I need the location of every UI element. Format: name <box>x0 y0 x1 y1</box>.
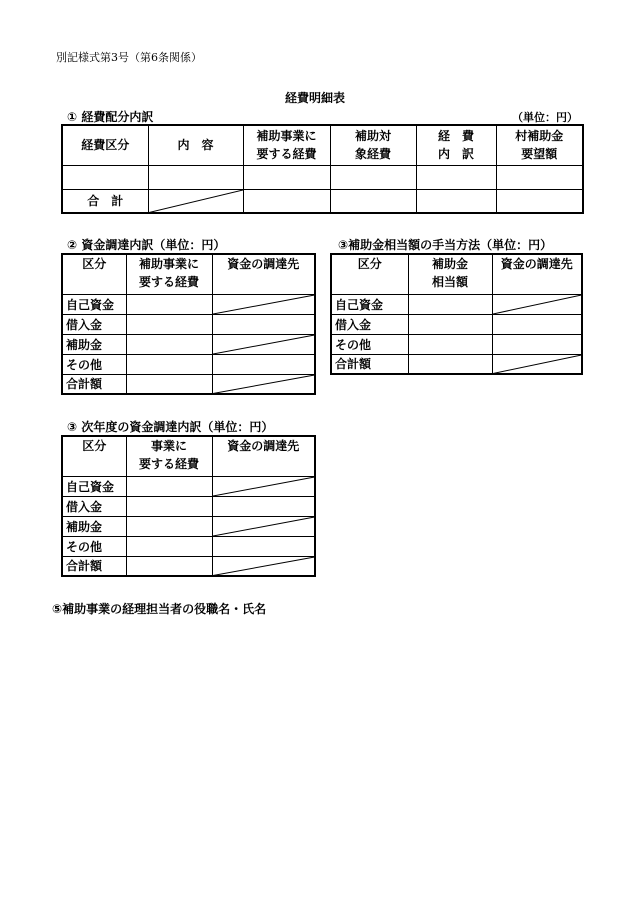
header-subsidy-equivalent: 補助金 相当額 <box>408 254 492 294</box>
total-row <box>331 354 582 374</box>
header-funding-source: 資金の調達先 <box>212 254 315 294</box>
table-row <box>62 354 315 374</box>
header-breakdown: 経 費 内 訳 <box>416 125 496 165</box>
page-title: 経費明細表 <box>284 91 345 105</box>
crossed-cell <box>212 334 315 354</box>
crossed-cell <box>492 294 582 314</box>
input-cell[interactable] <box>492 314 582 334</box>
row-label: 自己資金 <box>331 294 408 314</box>
form-number: 別記様式第3号（第6条関係） <box>56 51 202 64</box>
subsidy-equivalent-table <box>330 253 583 375</box>
row-label: 合計額 <box>62 374 126 394</box>
row-label: 補助金 <box>62 516 126 536</box>
header-category: 区分 <box>62 254 126 294</box>
crossed-cell <box>212 294 315 314</box>
input-cell[interactable] <box>416 189 496 213</box>
section1-heading: ① 経費配分内訳 <box>67 110 154 124</box>
input-cell[interactable] <box>492 334 582 354</box>
row-label: 合計額 <box>331 354 408 374</box>
input-cell[interactable] <box>212 314 315 334</box>
input-cell[interactable] <box>126 294 212 314</box>
table-header-row <box>62 254 315 294</box>
section5-heading: ⑤補助事業の経理担当者の役職名・氏名 <box>52 602 267 616</box>
input-cell[interactable] <box>126 334 212 354</box>
header-project-cost: 補助事業に 要する経費 <box>126 254 212 294</box>
table-row <box>62 496 315 516</box>
row-label: 借入金 <box>331 314 408 334</box>
input-cell[interactable] <box>330 189 416 213</box>
crossed-cell <box>492 354 582 374</box>
input-cell[interactable] <box>126 536 212 556</box>
table-row <box>62 516 315 536</box>
input-cell[interactable] <box>148 165 243 189</box>
table-header-row <box>62 125 583 165</box>
input-cell[interactable] <box>330 165 416 189</box>
row-label: その他 <box>62 536 126 556</box>
input-cell[interactable] <box>243 189 330 213</box>
input-cell[interactable] <box>408 294 492 314</box>
total-row <box>62 374 315 394</box>
section1-unit: （単位：円） <box>512 111 578 124</box>
table-row <box>331 314 582 334</box>
input-cell[interactable] <box>496 165 583 189</box>
input-cell[interactable] <box>126 556 212 576</box>
header-content: 内 容 <box>148 125 243 165</box>
header-project-cost: 補助事業に 要する経費 <box>243 125 330 165</box>
input-cell[interactable] <box>126 354 212 374</box>
crossed-cell <box>212 556 315 576</box>
input-cell[interactable] <box>408 354 492 374</box>
row-label: その他 <box>62 354 126 374</box>
funding-table <box>61 253 316 395</box>
input-cell[interactable] <box>126 516 212 536</box>
table-row <box>62 536 315 556</box>
crossed-cell <box>148 189 243 213</box>
input-cell[interactable] <box>243 165 330 189</box>
row-label: 補助金 <box>62 334 126 354</box>
input-cell[interactable] <box>212 496 315 516</box>
row-label: 合計額 <box>62 556 126 576</box>
crossed-cell <box>212 476 315 496</box>
header-expense-category: 経費区分 <box>62 125 148 165</box>
table-row <box>62 314 315 334</box>
row-label: 借入金 <box>62 314 126 334</box>
header-eligible-cost: 補助対 象経費 <box>330 125 416 165</box>
input-cell[interactable] <box>126 496 212 516</box>
input-cell[interactable] <box>496 189 583 213</box>
row-label: その他 <box>331 334 408 354</box>
input-cell[interactable] <box>126 314 212 334</box>
table-row <box>62 294 315 314</box>
row-label: 自己資金 <box>62 476 126 496</box>
header-funding-source: 資金の調達先 <box>492 254 582 294</box>
total-row <box>62 189 583 213</box>
input-cell[interactable] <box>408 334 492 354</box>
total-label: 合 計 <box>62 189 148 213</box>
table-row <box>62 476 315 496</box>
row-label: 自己資金 <box>62 294 126 314</box>
header-category: 区分 <box>62 436 126 476</box>
input-cell[interactable] <box>212 536 315 556</box>
row-label: 借入金 <box>62 496 126 516</box>
table-header-row <box>331 254 582 294</box>
crossed-cell <box>212 374 315 394</box>
input-cell[interactable] <box>212 354 315 374</box>
input-cell[interactable] <box>62 165 148 189</box>
section3-heading: ③補助金相当額の手当方法（単位：円） <box>338 238 553 252</box>
header-project-cost: 事業に 要する経費 <box>126 436 212 476</box>
input-cell[interactable] <box>408 314 492 334</box>
table-row <box>331 294 582 314</box>
input-cell[interactable] <box>126 476 212 496</box>
total-row <box>62 556 315 576</box>
input-cell[interactable] <box>126 374 212 394</box>
section4-heading: ③ 次年度の資金調達内訳（単位：円） <box>67 420 274 434</box>
header-subsidy-request: 村補助金 要望額 <box>496 125 583 165</box>
section2-heading: ② 資金調達内訳（単位：円） <box>67 238 226 252</box>
table-header-row <box>62 436 315 476</box>
table-row <box>62 165 583 189</box>
header-funding-source: 資金の調達先 <box>212 436 315 476</box>
next-year-funding-table <box>61 435 316 577</box>
input-cell[interactable] <box>416 165 496 189</box>
crossed-cell <box>212 516 315 536</box>
expense-allocation-table <box>61 124 584 214</box>
table-row <box>331 334 582 354</box>
header-category: 区分 <box>331 254 408 294</box>
table-row <box>62 334 315 354</box>
